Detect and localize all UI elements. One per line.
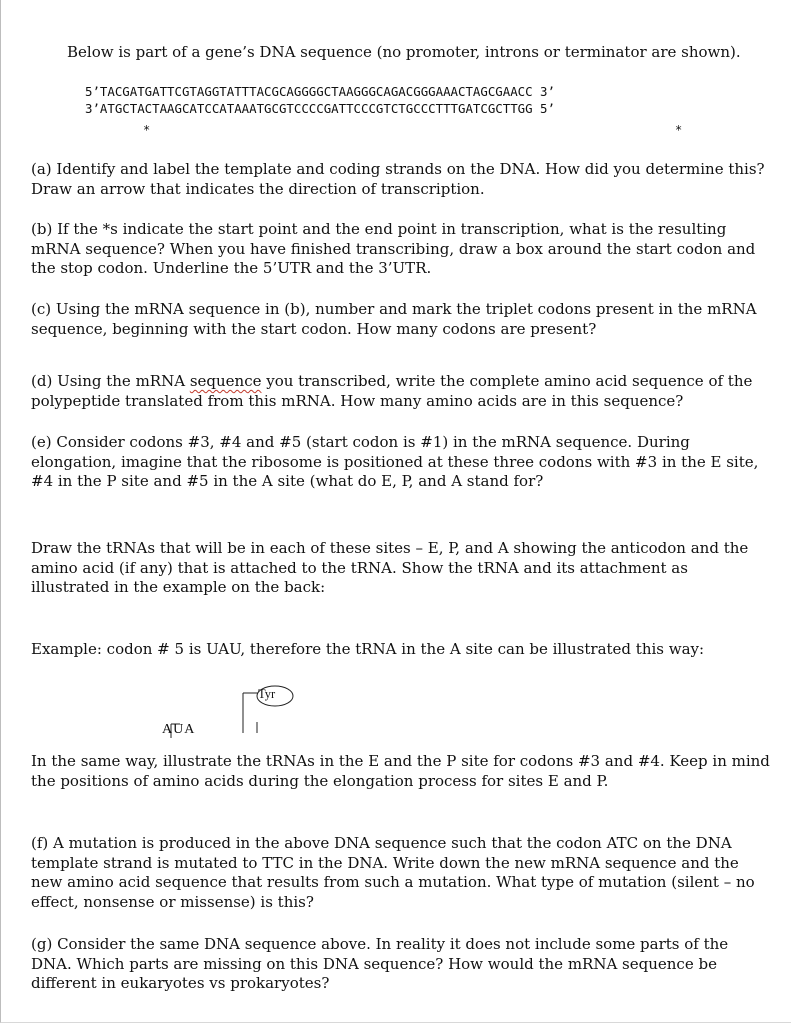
question-a: (a) Identify and label the template and coding strands on the DNA. How did you determine this? Draw an arrow that indicates the direction of transcription.: [31, 160, 765, 198]
spellcheck-word: sequence: [189, 372, 262, 390]
anticodon-label: AUA: [162, 722, 196, 737]
question-f: (f) A mutation is produced in the above DNA sequence such that the codon ATC on the DNA template strand is mutated to TTC in the DNA. Write down the new mRNA sequence and the new amino acid sequence that results from such a mutation. What type of mutation (silent – no effect, nonsense or missense) is this?: [31, 834, 755, 911]
intro-text: Below is part of a gene’s DNA sequence (no promoter, introns or terminator are shown).: [67, 43, 741, 61]
question-b: (b) If the *s indicate the start point and the end point in transcription, what is the resulting mRNA sequence? When you have finished transcribing, draw a box around the start codon and the stop codon. Underline the 5’UTR and the 3’UTR.: [31, 220, 756, 277]
amino-acid-label: Tyr: [258, 687, 276, 701]
question-d-before: (d) Using the mRNA: [31, 372, 190, 390]
draw-instructions: Draw the tRNAs that will be in each of these sites – E, P, and A showing the anticodon and the amino acid (if any) that is attached to the tRNA. Show the tRNA and its attachment as illustrated in the example on the back:: [31, 539, 749, 596]
question-e: (e) Consider codons #3, #4 and #5 (start codon is #1) in the mRNA sequence. During elongation, imagine that the ribosome is positioned at these three codons with #3 in the E site, #4 in the P site and #5 in the A site (what do E, P, and A stand for?: [31, 433, 759, 490]
dna-bottom-strand: 3’ATGCTACTAAGCATCCATAAATGCGTCCCCGATTCCCGTCTGCCCTTTGATCGCTTGG 5’: [85, 101, 555, 116]
question-c: (c) Using the mRNA sequence in (b), number and mark the triplet codons present in the mRNA sequence, beginning with the start codon. How many codons are present?: [31, 300, 757, 338]
example-text: Example: codon # 5 is UAU, therefore the tRNA in the A site can be illustrated this way:: [31, 640, 705, 658]
question-d: [31, 372, 771, 411]
trna-illustration: [150, 680, 310, 740]
end-star: *: [675, 123, 683, 137]
same-way-text: In the same way, illustrate the tRNAs in the E and the P site for codons #3 and #4. Keep in mind the positions of amino acids during the elongation process for sites E and P.: [31, 752, 770, 790]
start-star: *: [143, 123, 151, 137]
question-d-after: you transcribed, write the complete amino acid sequence of the polypeptide translated from this mRNA. How many amino acids are in this sequence?: [31, 372, 753, 410]
dna-top-strand: 5’TACGATGATTCGTAGGTATTTACGCAGGGGCTAAGGGCAGACGGGAAACTAGCGAACC 3’: [85, 84, 555, 99]
question-g: (g) Consider the same DNA sequence above. In reality it does not include some parts of the DNA. Which parts are missing on this DNA sequence? How would the mRNA sequence be different in eukaryotes vs prokaryotes?: [31, 935, 729, 992]
